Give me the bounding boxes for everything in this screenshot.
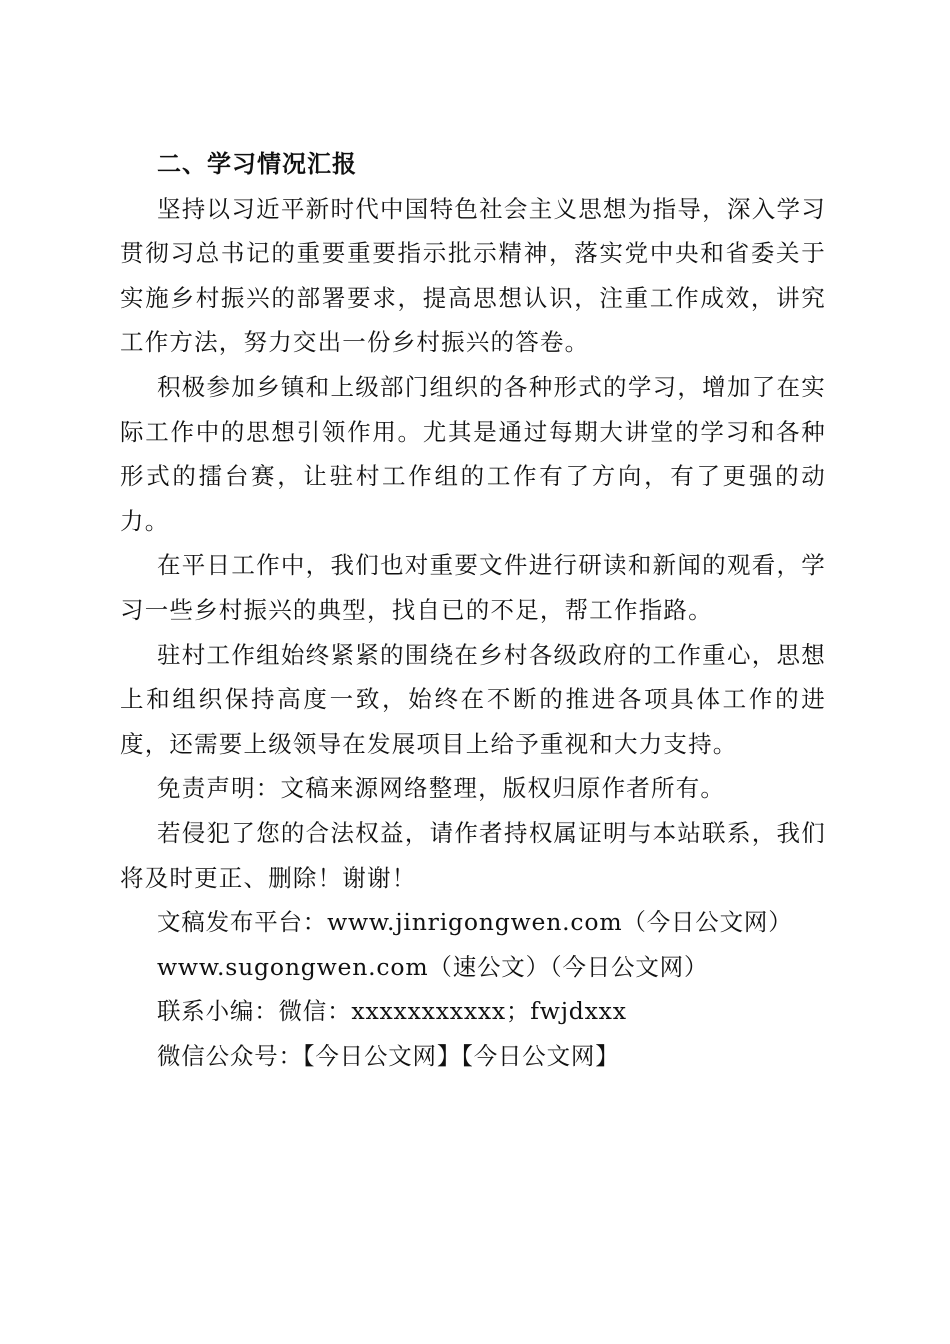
paragraph-study-guidance: 坚持以习近平新时代中国特色社会主义思想为指导，深入学习贯彻习总书记的重要重要指示批示精神，落实党中央和省委关于实施乡村振兴的部署要求，提高思想认识，注重工作成效，讲究工作方法，努力交出一份乡村振兴的答卷。 bbox=[120, 194, 826, 357]
disclaimer-contact: 若侵犯了您的合法权益，请作者持权属证明与本站联系，我们将及时更正、删除！谢谢！ bbox=[120, 818, 826, 892]
footer-wechat: 微信公众号：【今日公文网】【今日公文网】 bbox=[157, 1041, 620, 1070]
section-heading: 二、学习情况汇报 bbox=[157, 150, 357, 178]
paragraph-work-group: 驻村工作组始终紧紧的围绕在乡村各级政府的工作重心，思想上和组织保持高度一致，始终在不断的推进各项具体工作的进度，还需要上级领导在发展项目上给予重视和大力支持。 bbox=[120, 640, 826, 758]
disclaimer-line: 免责声明：文稿来源网络整理，版权归原作者所有。 bbox=[157, 774, 726, 803]
paragraph-participation: 积极参加乡镇和上级部门组织的各种形式的学习，增加了在实际工作中的思想引领作用。尤其是通过每期大讲堂的学习和各种形式的擂台赛，让驻村工作组的工作有了方向，有了更强的动力。 bbox=[120, 372, 826, 535]
footer-contact: 联系小编：微信：xxxxxxxxxxx；fwjdxxx bbox=[157, 997, 627, 1026]
footer-site: www.sugongwen.com（速公文）（今日公文网） bbox=[157, 952, 709, 981]
footer-platform: 文稿发布平台：www.jinrigongwen.com（今日公文网） bbox=[157, 908, 793, 937]
document-body bbox=[120, 142, 826, 1078]
paragraph-daily-work: 在平日工作中，我们也对重要文件进行研读和新闻的观看，学习一些乡村振兴的典型，找自已的不足，帮工作指路。 bbox=[120, 551, 826, 624]
